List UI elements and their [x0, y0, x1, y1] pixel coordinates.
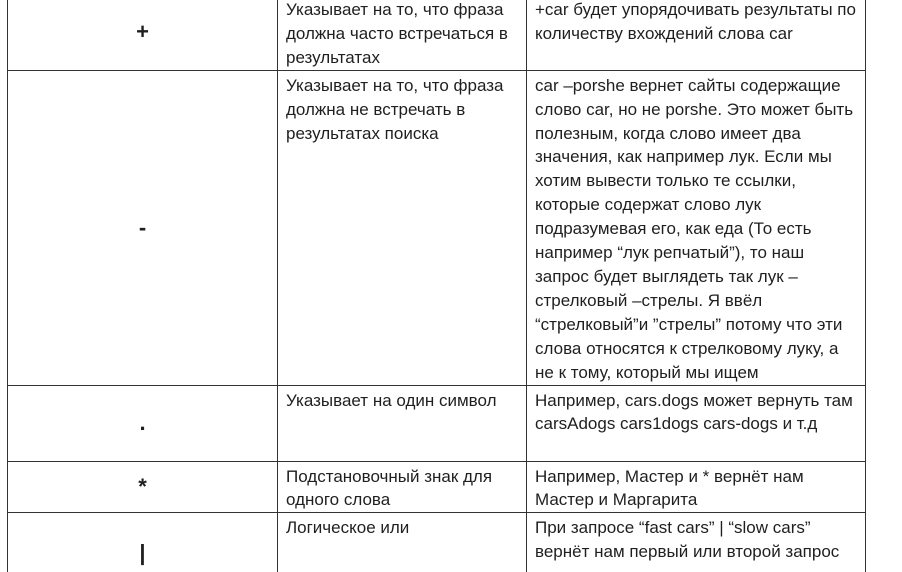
- operator-cell: -: [8, 70, 278, 385]
- operator-cell: |: [8, 513, 278, 572]
- table-row: [8, 461, 866, 513]
- table-row: [8, 0, 866, 70]
- example-cell: При запросе “fast cars” | “slow cars” вернёт нам первый или второй запрос: [527, 513, 866, 572]
- search-operators-table: [7, 0, 866, 572]
- example-cell: Например, cars.dogs может вернуть там carsAdogs cars1dogs cars-dogs и т.д: [527, 385, 866, 461]
- description-cell: Подстановочный знак для одного слова: [278, 461, 527, 513]
- description-cell: Логическое или: [278, 513, 527, 572]
- table-row: [8, 385, 866, 461]
- example-cell: Например, Мастер и * вернёт нам Мастер и Маргарита: [527, 461, 866, 513]
- table-row: [8, 513, 866, 572]
- description-cell: Указывает на то, что фраза должна не встречать в результатах поиска: [278, 70, 527, 385]
- operator-cell: .: [8, 385, 278, 461]
- table-row: [8, 70, 866, 385]
- operator-cell: +: [8, 0, 278, 70]
- description-cell: Указывает на один символ: [278, 385, 527, 461]
- example-cell: +car будет упорядочивать результаты по количеству вхождений слова car: [527, 0, 866, 70]
- example-cell: car –porshe вернет сайты содержащие слово car, но не porshe. Это может быть полезным, когда слово имеет два значения, как например лук. Если мы хотим вывести только те ссылки, которые содержат слово лук подразумевая его, как еда (То есть например “лук репчатый”), то наш запрос будет выглядеть так лук –стрелковый –стрелы. Я ввёл “стрелковый”и ”стрелы” потому что эти слова относятся к стрелковому луку, а не к тому, который мы ищем: [527, 70, 866, 385]
- description-cell: Указывает на то, что фраза должна часто встречаться в результатах: [278, 0, 527, 70]
- operator-cell: *: [8, 461, 278, 513]
